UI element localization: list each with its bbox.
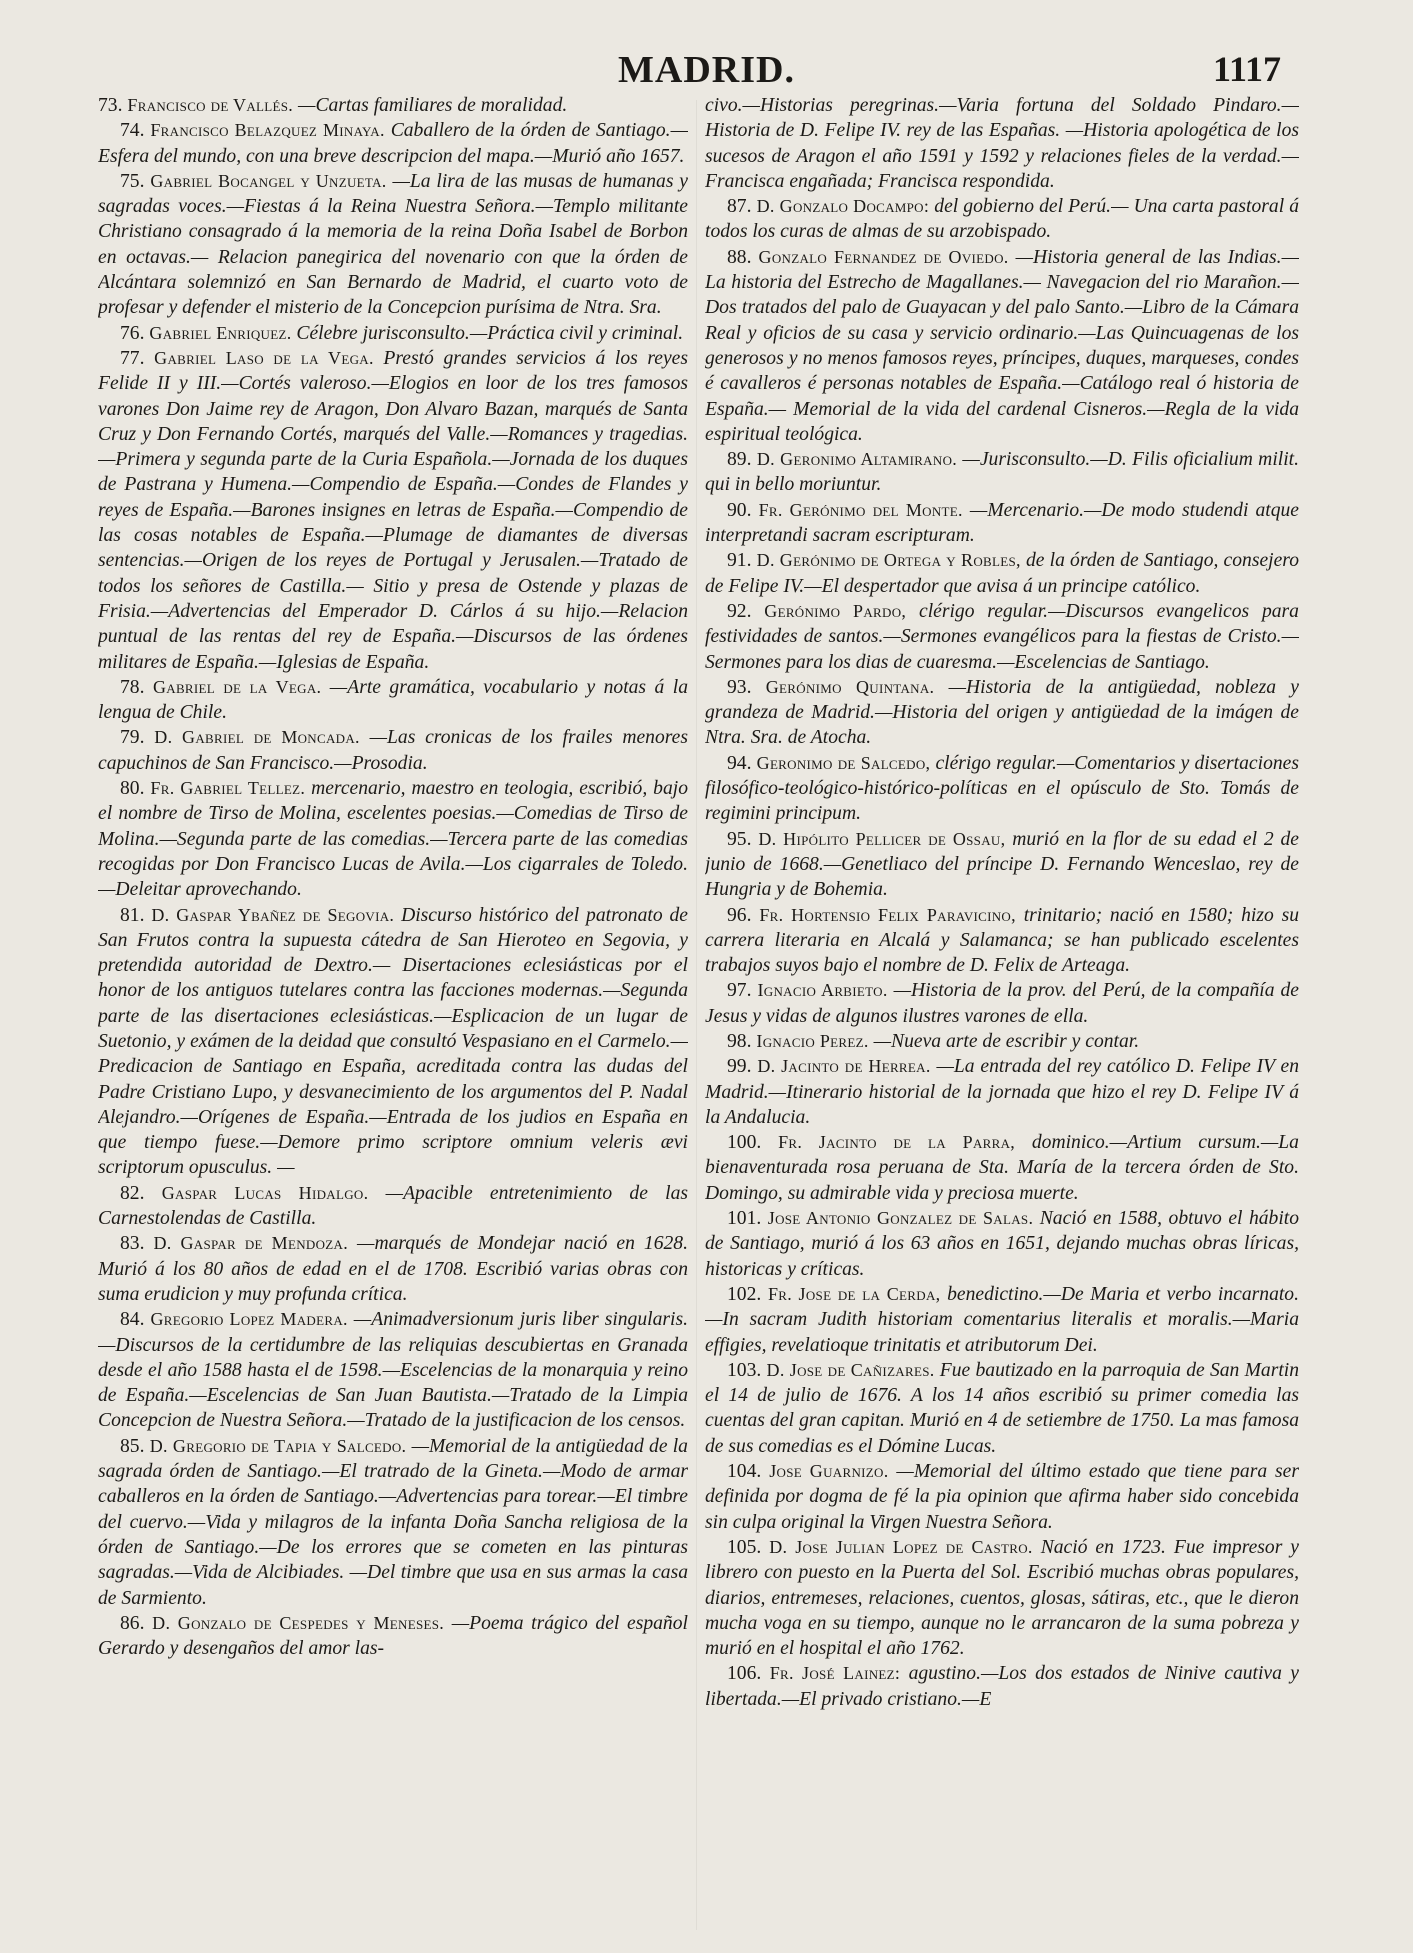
entry-number: 86.	[120, 1612, 145, 1634]
entry-text: de la órden de Santiago, consejero de Felipe IV.—El despertador que avisa á un principe católico.	[705, 550, 1299, 597]
entry	[705, 1535, 1299, 1661]
entry-text: —Las cronicas de los frailes menores capuchinos de San Francisco.—Prosodia.	[98, 727, 688, 774]
entry-number: 91.	[727, 550, 752, 572]
entry-text: —Poema trágico del español Gerardo y desengaños del amor las-	[98, 1612, 688, 1660]
entry	[705, 978, 1299, 1029]
entry-number: 99.	[727, 1056, 752, 1078]
entry-number: 94.	[727, 752, 752, 774]
author-name: Gabriel Bocangel y Unzueta.	[150, 170, 387, 191]
entry	[705, 599, 1299, 675]
entry	[98, 1231, 688, 1307]
entry-text: Discurso histórico del patronato de San Frutos contra la supuesta cátedra de San Hieroteo en Segovia, y pretendida autoridad de Dextro.— Disertaciones eclesiásticas por el honor de los antiguos tutelares contra las facciones modernas.—Segunda parte de las disertaciones eclesiásticas.—Esplicacion de un lugar de Suetonio, y exámen de la deidad que consultó Vespasiano en el Carmelo.—Predicacion de Santiago en España, acreditada contra las dudas del Padre Cristiano Lupo, y desvanecimiento de los argumentos del P. Nadal Alejandro.—Orígenes de España.—Entrada de los judios en España en que tiempo fuese.—Demore primo scriptore omnium veleris ævi scriptorum opusculus. —	[98, 904, 688, 1179]
entry-text: del gobierno del Perú.— Una carta pastoral á todos los curas de almas de su arzobispado.	[705, 196, 1299, 243]
column-gutter	[696, 100, 697, 1930]
entry-number: 83.	[120, 1233, 145, 1255]
entry-text: civo.—Historias peregrinas.—Varia fortuna del Soldado Pindaro.—Historia de D. Felipe IV. rey de las Españas. —Historia apologética de los sucesos de Aragon el año 1591 y 1592 y relaciones fieles de la verdad.—Francisca engañada; Francisca respondida.	[705, 95, 1299, 192]
entry-text: benedictino.—De Maria et verbo incarnato.—In sacram Judith historiam comentarius literalis et moralis.—Maria effigies, revelatioque trinitatis et atributorum Dei.	[705, 1283, 1299, 1356]
entry-text: —Arte gramática, vocabulario y notas á la lengua de Chile.	[98, 676, 688, 724]
entry	[705, 93, 1299, 194]
entry-number: 87.	[727, 196, 752, 218]
entry-number: 88.	[727, 246, 752, 268]
page-header	[0, 48, 1413, 98]
entry	[705, 1054, 1299, 1130]
author-name: Fr. José Lainez:	[769, 1663, 901, 1684]
entry	[98, 321, 688, 346]
entry-number: 106.	[727, 1663, 762, 1685]
author-name: D. Hipólito Pellicer de Ossau,	[758, 828, 1006, 849]
entry	[98, 118, 688, 169]
entry-text: Nació en 1588, obtuvo el hábito de Santiago, murió á los 63 años en 1651, dejando muchas obras líricas, historicas y críticas.	[705, 1208, 1299, 1280]
entry-text: —Cartas familiares de moralidad.	[298, 95, 568, 116]
author-name: Francisco Belazquez Minaya.	[150, 120, 385, 141]
entry-number: 105.	[727, 1536, 762, 1558]
entry	[98, 1307, 688, 1433]
entry	[98, 93, 688, 118]
entry	[705, 675, 1299, 751]
entry	[705, 1029, 1299, 1054]
entry-text: —Memorial del último estado que tiene para ser definida por dogma de fé la pia opinion que afirma haber sido concebida sin culpa original la Virgen Nuestra Señora.	[705, 1461, 1299, 1533]
author-name: D. Geronimo Altamirano.	[756, 449, 958, 470]
author-name: D. Gabriel de Moncada.	[154, 727, 360, 748]
entry	[705, 1282, 1299, 1358]
author-name: Gonzalo Fernandez de Oviedo.	[758, 246, 1009, 267]
entry	[705, 1459, 1299, 1535]
entry-number: 104.	[727, 1461, 762, 1483]
entry-number: 103.	[727, 1359, 762, 1381]
entry	[98, 725, 688, 776]
entry-number: 74.	[120, 120, 145, 142]
entry-number: 96.	[727, 904, 752, 926]
entry-text: —Historia de la antigüedad, nobleza y grandeza de Madrid.—Historia del origen y antigüedad de la imágen de Ntra. Sra. de Atocha.	[705, 676, 1299, 749]
entry-text: clérigo regular.—Discursos evangelicos para festividades de santos.—Sermones evangélicos para la fiestas de Cristo.—Sermones para los dias de cuaresma.—Escelencias de Santiago.	[705, 600, 1299, 673]
entry-number: 75.	[120, 170, 145, 192]
author-name: Jose Antonio Gonzalez de Salas.	[767, 1208, 1034, 1229]
entry-text: —Animadversionum juris liber singularis.—Discursos de la certidumbre de las reliquias descubiertas en Granada desde el año 1588 hasta el de 1598.—Escelencias de la monarquia y reino de España.—Escelencias de San Juan Bautista.—Tratado de la Limpia Concepcion de Nuestra Señora.—Tratado de la justificacion de los censos.	[98, 1309, 688, 1432]
entry	[98, 169, 688, 321]
entry-number: 98.	[727, 1030, 752, 1052]
entry-text: —Historia de la prov. del Perú, de la compañía de Jesus y vidas de algunos ilustres varones de ella.	[705, 980, 1299, 1027]
author-name: Ignacio Perez.	[756, 1030, 869, 1051]
entry	[98, 1434, 688, 1611]
entry-text: murió en la flor de su edad el 2 de junio de 1668.—Genetliaco del príncipe D. Fernando Wenceslao, rey de Hungria y de Bohemia.	[705, 828, 1299, 901]
author-name: Francisco de Vallés.	[127, 95, 294, 115]
entry-text: —La lira de las musas de humanas y sagradas voces.—Fiestas á la Reina Nuestra Señora.—Templo militante Christiano consagrado á la memoria de la reina Doña Isabel de Borbon en octavas.— Relacion panegirica del novenario con que la órden de Alcántara solemnizó en San Bernardo de Madrid, el cuarto voto de profesar y defender el misterio de la Concepcion purísima de Ntra. Sra.	[98, 170, 688, 319]
page-number: 1117	[1212, 49, 1281, 89]
entry	[98, 903, 688, 1181]
entry	[705, 548, 1299, 599]
entry-number: 76.	[120, 322, 145, 344]
author-name: D. Gaspar Ybañez de Segovia.	[151, 904, 395, 925]
entry	[705, 751, 1299, 827]
entry	[705, 498, 1299, 549]
entry	[705, 1358, 1299, 1459]
entry-text: Nació en 1723. Fue impresor y librero con puesto en la Puerta del Sol. Escribió muchas obras populares, diarios, entremeses, relaciones, cuentos, glosas, sátiras, etc., que le dieron mucha voga en su tiempo, aunque no le arrancaron de la suma pobreza y murió en el hospital el año 1762.	[705, 1536, 1299, 1660]
entry-text: —marqués de Mondejar nació en 1628. Murió á los 80 años de edad en el de 1708. Escribió varias obras con suma erudicion y muy profunda crítica.	[98, 1233, 688, 1305]
entry	[705, 447, 1299, 498]
entry	[98, 776, 688, 902]
author-name: Gabriel Enriquez.	[149, 322, 292, 343]
author-name: Gabriel de la Vega.	[152, 676, 322, 697]
author-name: Gabriel Laso de la Vega.	[154, 347, 374, 368]
entry-text: agustino.—Los dos estados de Ninive cautiva y libertada.—El privado cristiano.—E	[705, 1663, 1299, 1710]
author-name: Gaspar Lucas Hidalgo.	[161, 1182, 369, 1203]
entry	[705, 903, 1299, 979]
entry-text: —La entrada del rey católico D. Felipe IV en Madrid.—Itinerario historial de la jornada que hizo el rey D. Felipe IV á la Andalucia.	[705, 1056, 1299, 1128]
entry-text: dominico.—Artium cursum.—La bienaventurada rosa peruana de Sta. María de la tercera órden de Sto. Domingo, su admirable vida y preciosa muerte.	[705, 1132, 1299, 1204]
author-name: Fr. Gabriel Tellez.	[150, 778, 306, 799]
author-name: D. Gaspar de Mendoza.	[153, 1233, 349, 1254]
entry	[98, 675, 688, 726]
entry-number: 78.	[120, 676, 145, 698]
entry-number: 77.	[120, 347, 145, 369]
entry	[98, 1181, 688, 1232]
entry-text: —Nueva arte de escribir y contar.	[873, 1030, 1140, 1052]
entry	[705, 194, 1299, 245]
right-column	[705, 93, 1299, 1938]
entry	[98, 346, 688, 675]
left-column	[98, 93, 688, 1938]
entry-number: 100.	[727, 1132, 762, 1154]
author-name: D. Gonzalo de Cespedes y Meneses.	[152, 1612, 445, 1633]
entry-number: 79.	[120, 727, 145, 749]
entry-number: 102.	[727, 1283, 762, 1305]
author-name: Fr. Jacinto de la Parra,	[778, 1132, 1016, 1153]
entry	[705, 1206, 1299, 1282]
author-name: Jose Guarnizo.	[769, 1461, 889, 1482]
author-name: Gregorio Lopez Madera.	[150, 1309, 348, 1330]
entry	[98, 1611, 688, 1662]
entry-number: 101.	[727, 1208, 762, 1230]
author-name: D. Gregorio de Tapia y Salcedo.	[149, 1435, 407, 1456]
entry	[705, 827, 1299, 903]
entry	[705, 1661, 1299, 1712]
author-name: Fr. Gerónimo del Monte.	[758, 499, 963, 520]
entry-text: —Memorial de la antigüedad de la sagrada órden de Santiago.—El tratrado de la Gineta.—Modo de armar caballeros en la órden de Santiago.—Advertencias para torear.—El timbre del cuervo.—Vida y milagros de la infanta Doña Sancha religiosa de la órden de Santiago.—De los errores que se cometen en las pinturas sagradas.—Vida de Alcibiades. —Del timbre que usa en sus armas la casa de Sarmiento.	[98, 1435, 688, 1609]
author-name: Gerónimo Pardo,	[764, 600, 907, 621]
entry-text: Prestó grandes servicios á los reyes Felide II y III.—Cortés valeroso.—Elogios en loor de los tres famosos varones Don Jaime rey de Aragon, Don Alvaro Bazan, marqués de Santa Cruz y Don Fernando Cortés, marqués del Valle.—Romances y tragedias.—Primera y segunda parte de la Curia Española.—Jornada de los duques de Pastrana y Humena.—Compendio de España.—Condes de Flandes y reyes de España.—Barones insignes en letras de España.—Compendio de las cosas notables de España.—Plumage de diamantes de diversas sentencias.—Origen de los reyes de Portugal y Jerusalen.—Tratado de todos los señores de Castilla.— Sitio y presa de Ostende y plazas de Frisia.—Advertencias del Emperador D. Cárlos á su hijo.—Relacion puntual de las rentas del rey de España.—Discursos de las órdenes militares de España.—Iglesias de España.	[98, 347, 688, 673]
author-name: Ignacio Arbieto.	[757, 980, 888, 1001]
entry-number: 92.	[727, 600, 752, 622]
author-name: D. Jacinto de Herrea.	[757, 1056, 931, 1077]
author-name: Fr. Jose de la Cerda,	[767, 1283, 941, 1304]
author-name: D. Jose Julian Lopez de Castro.	[769, 1536, 1033, 1557]
entry-number: 90.	[727, 499, 752, 521]
author-name: D. Gonzalo Docampo:	[756, 196, 930, 217]
entry-number: 80.	[120, 778, 145, 800]
entry-number: 73.	[98, 95, 123, 116]
entry-number: 84.	[120, 1309, 145, 1331]
entry-number: 97.	[727, 980, 752, 1002]
entry	[705, 1130, 1299, 1206]
author-name: D. Jose de Cañizares.	[766, 1359, 935, 1380]
author-name: Geronimo de Salcedo,	[756, 752, 931, 773]
author-name: D. Gerónimo de Ortega y Robles,	[756, 550, 1021, 571]
entry-number: 82.	[120, 1182, 145, 1204]
entry-text: —Historia general de las Indias.—La historia del Estrecho de Magallanes.— Navegacion del rio Marañon.—Dos tratados del palo de Guayacan y del palo Santo.—Libro de la Cámara Real y oficios de su casa y servicio ordinario.—Las Quincuagenas de los generosos y no menos famosos reyes, príncipes, duques, marqueses, condes é cavalleros é personas notables de España.—Catálogo real ó historia de España.— Memorial de la vida del cardenal Cisneros.—Regla de la vida espiritual teológica.	[705, 246, 1299, 445]
entry-number: 81.	[120, 904, 145, 926]
author-name: Gerónimo Quintana.	[765, 676, 935, 697]
entry-number: 95.	[727, 828, 752, 850]
entry	[705, 245, 1299, 447]
entry-number: 93.	[727, 676, 752, 698]
entry-text: Fue bautizado en la parroquia de San Martin el 14 de julio de 1676. A los 14 años escribió su primer comedia las cuentas del gran capitan. Murió en 4 de setiembre de 1750. La mas famosa de sus comedias es el Dómine Lucas.	[705, 1359, 1299, 1457]
entry-text: —Apacible entretenimiento de las Carnestolendas de Castilla.	[98, 1182, 688, 1230]
entry-text: —Mercenario.—De modo studendi atque interpretandi sacram escripturam.	[705, 499, 1299, 547]
entry-text: trinitario; nació en 1580; hizo su carrera literaria en Alcalá y Salamanca; se han publicado escelentes trabajos suyos bajo el nombre de D. Felix de Arteaga.	[705, 904, 1299, 977]
author-name: Fr. Hortensio Felix Paravicino,	[759, 904, 1016, 925]
entry-text: clérigo regular.—Comentarios y disertaciones filosófico-teológico-histórico-políticas en el opúsculo de Sto. Tomás de regimini principum.	[705, 752, 1299, 825]
entry-text: Caballero de la órden de Santiago.—Esfera del mundo, con una breve descripcion del mapa.—Murió año 1657.	[98, 120, 688, 167]
entry-text: Célebre jurisconsulto.—Práctica civil y criminal.	[296, 322, 684, 344]
entry-number: 89.	[727, 449, 752, 471]
entry-number: 85.	[120, 1435, 145, 1457]
entry-text: —Jurisconsulto.—D. Filis oficialium milit. qui in bello moriuntur.	[705, 449, 1299, 496]
entry-text: mercenario, maestro en teologia, escribió, bajo el nombre de Tirso de Molina, escelentes poesias.—Comedias de Tirso de Molina.—Segunda parte de las comedias.—Tercera parte de las comedias recogidas por Don Francisco Lucas de Avila.—Los cigarrales de Toledo.—Deleitar aprovechando.	[98, 778, 688, 901]
running-title: MADRID.	[618, 49, 795, 91]
